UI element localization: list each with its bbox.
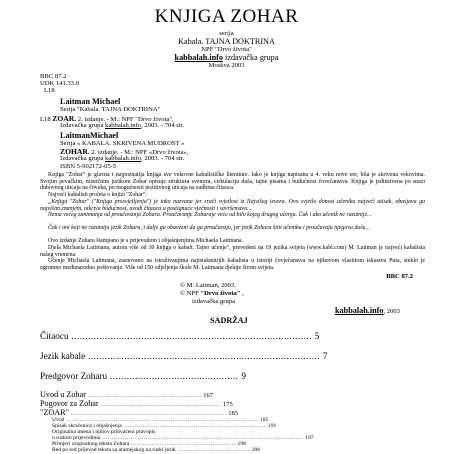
copyright-line-3: izdavačka grupa (192, 298, 236, 305)
toc-entry-page: 185 (228, 410, 239, 417)
toc-entry[interactable]: Pogovor za Zohar ..................................................................... 175 (40, 399, 233, 408)
kabbalah-line-rest: izdavačka grupa (223, 53, 279, 62)
toc-entry-page: 5 (314, 331, 320, 341)
toc-entry-label: Jezik kabale (40, 351, 86, 361)
toc-subentry-label: Originalna imena i njihov prihvaćeni pravopis (52, 429, 156, 435)
description-paragraph: Djela Michaela Laitmana, autora više od 30 knjiga o kabali. Tajno učenje", prevedeni na 19 jezika svijeta (www.kabl.com) M. Laitman je najveći kabalista našeg vremena. (40, 245, 425, 258)
series-line: Kabala. TAJNA DOKTRINA (178, 37, 275, 46)
toc-subentry-page: 198 (237, 441, 246, 447)
entry-1-title: ZOAR. (52, 114, 77, 123)
toc-subentry-page: 185 (259, 417, 269, 423)
toc-heading: SADRŽAJ (210, 316, 248, 325)
series-word: serija (219, 30, 234, 37)
toc-subentry-page: 206 (251, 447, 261, 453)
entry-1-pub-pre: Izdavačka grupa (60, 122, 106, 129)
series-2: Serija « KABALA. SKRIVENA MUDROST » (60, 140, 185, 147)
city-year: Moskva 2003 (208, 62, 245, 69)
copyright-drvo: "Drvo života" (200, 290, 241, 297)
publisher-line: NPF "Drvo života" (201, 46, 252, 53)
copyright-line-1: © M. Laitman, 2003. (180, 282, 236, 289)
toc-entry[interactable]: "ZOAR" ......................................................................................... 185 (40, 408, 239, 417)
kabbalah-line (0, 53, 453, 62)
quote-paragraph: Nema većeg zanimanja od proučavanja Zohara. Proučavanje Zoharaje veće od bilo kojeg drugog učenja. Čak i ako učenik ne razumije... (48, 212, 372, 218)
quote-paragraph: „Knjiga "Zohar" ("Knjiga prosvjetljenja") je tako nazvana jer zrači svjetlost iz Najvišeg izvora. Ovo svjetlo donosi učeniku najveći utisak, obasjava ga najvišim znanjem, otkriva budućnost, uvodi čitaoca u postignuće vječnosti i savršenstva... (40, 199, 425, 212)
entry-1-link[interactable]: kabbalah.info (105, 122, 142, 129)
copyright-year: , 2003 (383, 308, 400, 315)
entry-1-pub-post: , 2003. - 704 str. (141, 122, 185, 129)
book-title: KNJIGA ZOHAR (154, 6, 299, 27)
toc-subentry[interactable]: u ruskim prijevodima .......................................................................................................... 197 (52, 435, 314, 441)
entry-2-pub-pre: Izdavačka grupa (60, 155, 106, 162)
entry-1-publisher (60, 122, 184, 129)
toc-entry-label: Pogovor za Zohar (40, 399, 99, 408)
toc-subentry-page: 191 (267, 423, 277, 429)
toc-entry-page: 7 (322, 351, 328, 361)
author-1: Laitman Michael (60, 97, 121, 106)
entry-2-title: ZOHAR. (60, 147, 90, 156)
entry-1-rest: 2. izdanje. - M.: NPF "Drvo života", (77, 116, 174, 123)
toc-entry[interactable]: Čitaocu ...................................................................................... 5 (40, 331, 320, 341)
toc-entry-label: "ZOAR" (40, 408, 69, 417)
toc-subentry[interactable]: Uvod ..................................................................................................... 185 (52, 417, 269, 423)
toc-entry-page: 175 (222, 401, 233, 408)
description-paragraph: Najveći kabalisti proleta o knjizi "Zohar": (48, 192, 147, 198)
toc-subentry[interactable]: Red po red prijevod teksta sa aramejskog na ruski jezik ...................................... 206 (52, 447, 261, 453)
toc-entry-page: 9 (241, 371, 246, 381)
copyright-link-line (335, 306, 400, 315)
bbk-code: BBC 87.2 (40, 73, 67, 80)
toc-entry[interactable]: Jezik kabale ................................................................................... 7 (40, 351, 328, 361)
toc-entry[interactable]: Uvod u Zohar ................................................................. 167 (40, 390, 214, 399)
author-2: LaitmanMichael (60, 131, 119, 140)
toc-subentry-label: Red po red prijevod teksta sa aramejskog na ruski jezik (52, 447, 176, 453)
toc-entry-label: Predgovor Zoharu (40, 371, 108, 381)
toc-subentry-page: 197 (305, 435, 314, 441)
entry-2-publisher (60, 155, 184, 162)
series-1: Serija "Kabala. TAJNA DOKTRINA" (60, 106, 161, 113)
toc-entry-label: Uvod u Zohar (40, 390, 86, 399)
l18-code: L18 (44, 87, 55, 94)
entry-1-code: L18 (40, 116, 51, 123)
entry-2-link[interactable]: kabbalah.info (105, 155, 142, 162)
toc-entry-page: 167 (203, 392, 214, 399)
copyright-npf: © NPF (180, 290, 201, 297)
copyright-link[interactable]: kabbalah.info (335, 306, 384, 315)
toc-subentry[interactable]: Spisak skraćenica i objašnjenja ........................................................................... 191 (52, 423, 277, 429)
toc-subentry-label: u ruskim prijevodima (52, 435, 101, 441)
toc-subentry-label: Primjeri originalnog teksta Zohara (52, 441, 130, 447)
entry-2-rest: 2. izdanje. - M.: NPF «Drvo života», (91, 149, 189, 156)
bbc-right: BBC 87.2 (386, 273, 413, 280)
toc-subentry[interactable]: Primjeri originalnog teksta Zohara ....................................................... 198 (52, 441, 246, 447)
copyright-line-2 (180, 290, 244, 297)
copyright-comma: , (240, 290, 244, 297)
toc-entry-label: Čitaocu (40, 331, 69, 341)
quote-paragraph: Čak i oni koji ne razumiju jezik Zohara, i dalje ga obavezni da ga proučavaju, jer jezik Zohara štiti učenika i proučavaju njegovu dušu... (48, 225, 370, 231)
udk-code: UDK 141.33.0 (40, 80, 80, 87)
description-paragraph: Knjiga "Zohar" je glavna i najpoznatija knjiga sve vekovne kabalističke literature. Iako je knjiga napisana u 4. veku nove ere, bila je skrivena vekovima. Svojim pevačkim, mističnim jezikom Zohar opisuje strukturu svemira, cirkulaciju duša, tajne pisama i budućnost čovečanstva. Knjiga je jedinstvena po snazi duhovnog uticaja na čoveka, po mogućnosti pozitivnog uticaja na sudbinu čitaoca. (40, 172, 425, 192)
kabbalah-link[interactable]: kabbalah.info (174, 53, 223, 62)
entry-2-pub-post: , 2003. - 704 str. (141, 155, 185, 162)
toc-entry[interactable]: Predgovor Zoharu .............................................. 9 (40, 371, 246, 381)
toc-subentry-label: Uvod (52, 417, 65, 423)
description-paragraph: Učenje Michaela Laitmana, zasnovano na istraživanjima najistaknutijih kabalista u istoriji čovječanstva na njihovom vlastitom iskustvu Puta, steklo je ogromno međunarodno poštovanje. Više od 150 odjeljenja škole M. Laitmana djeluje širom svijeta. (40, 258, 425, 271)
isbn: ISBN 5-902172-05-5 (60, 163, 117, 170)
toc-subentry-label: Spisak skraćenica i objašnjenja (52, 423, 122, 429)
description-paragraph: Ovo izdanje Zohara štampano je s prijevodom i objašnjenjima Michaela Laitmana. (48, 238, 244, 244)
